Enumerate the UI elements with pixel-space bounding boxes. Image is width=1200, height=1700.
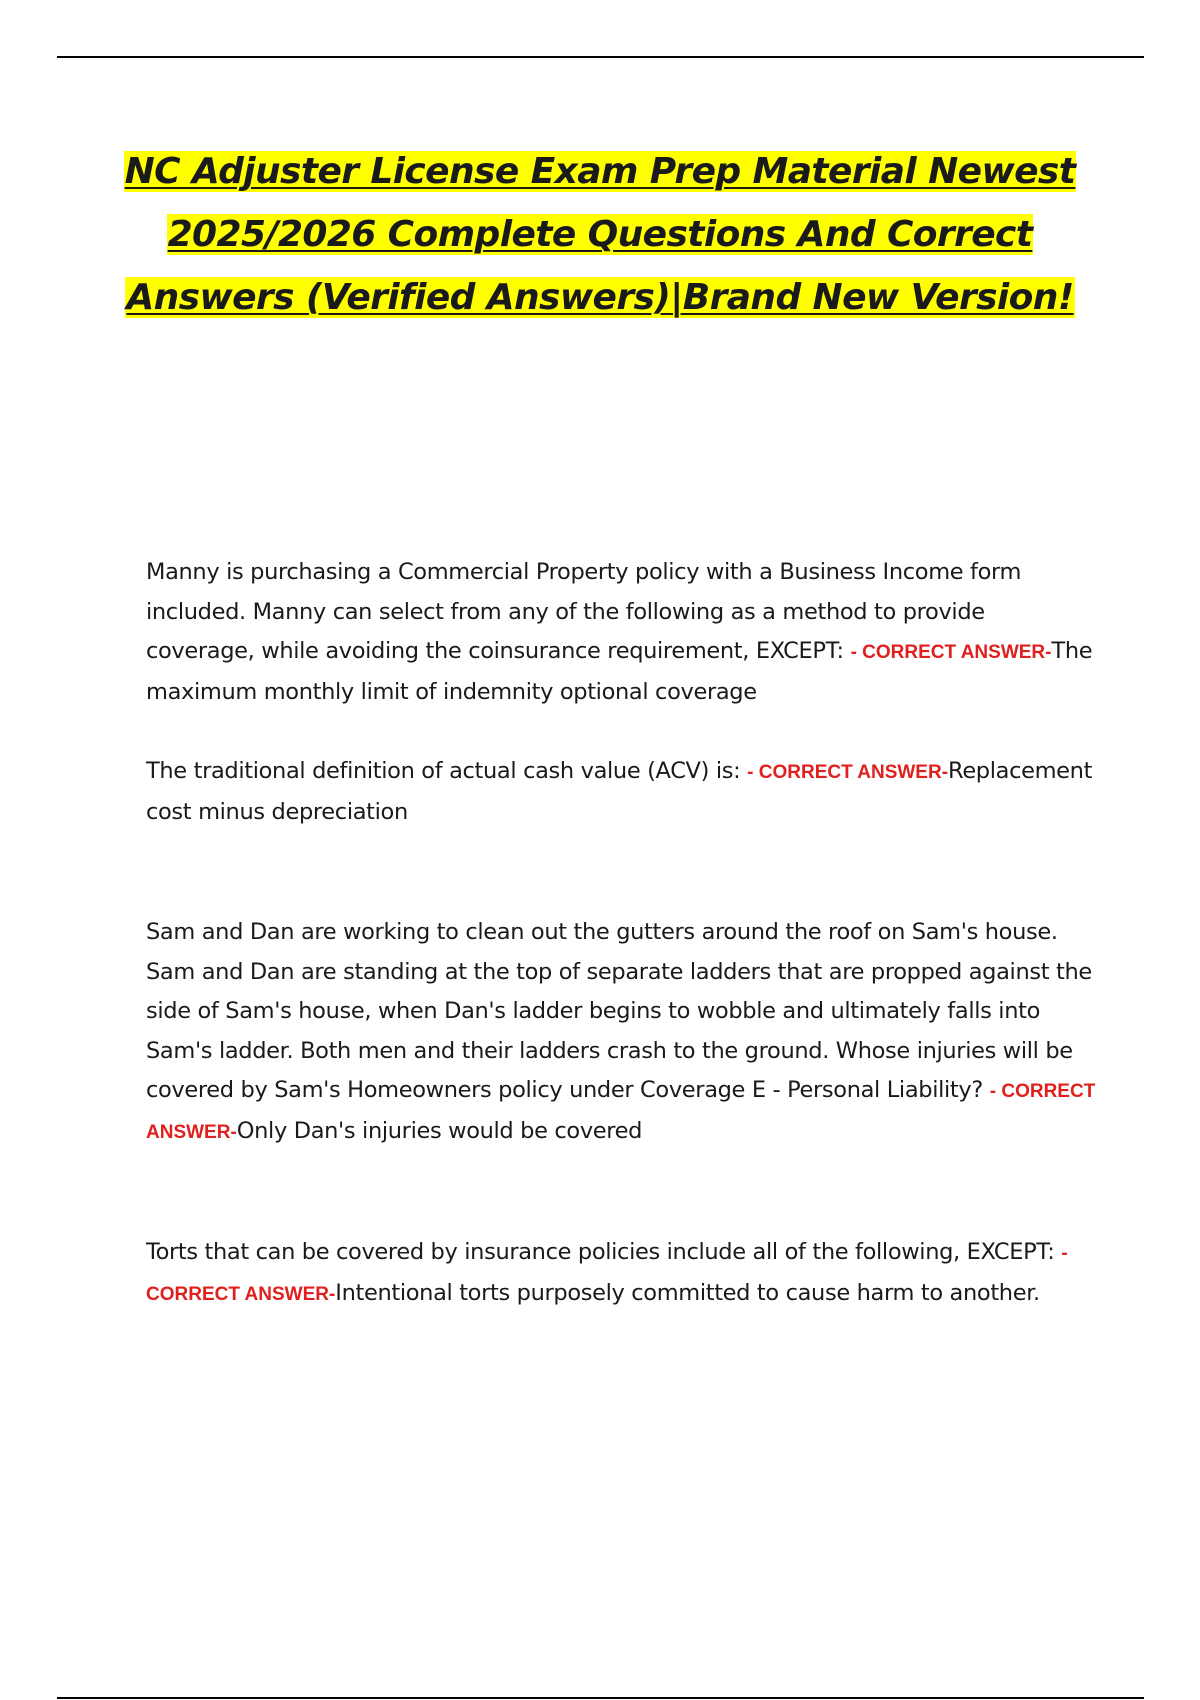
title-line: NC Adjuster License Exam Prep Material Newest xyxy=(124,151,1076,192)
bottom-rule xyxy=(57,1697,1144,1699)
qa-item xyxy=(146,752,1096,832)
correct-answer-marker: - CORRECT ANSWER- xyxy=(146,1081,1096,1143)
qa-list xyxy=(146,553,1096,1314)
answer-text: Only Dan's injuries would be covered xyxy=(236,1117,643,1144)
question-text: The traditional definition of actual cash value (ACV) is: xyxy=(146,758,748,784)
top-rule xyxy=(57,56,1144,58)
title-line: Answers (Verified Answers)|Brand New Version! xyxy=(126,277,1074,318)
answer-text: Replacement cost minus depreciation xyxy=(146,758,1093,825)
question-text: Torts that can be covered by insurance policies include all of the following, EXCEPT: xyxy=(146,1239,1062,1265)
document-title xyxy=(120,140,1080,329)
correct-answer-marker: - CORRECT ANSWER- xyxy=(850,642,1052,663)
qa-item xyxy=(146,553,1096,712)
title-line: 2025/2026 Complete Questions And Correct xyxy=(167,214,1033,255)
answer-text: The maximum monthly limit of indemnity optional coverage xyxy=(146,638,1093,705)
qa-item xyxy=(146,1233,1096,1314)
correct-answer-marker: - CORRECT ANSWER- xyxy=(747,762,949,783)
qa-item xyxy=(146,913,1096,1152)
correct-answer-marker: - CORRECT ANSWER- xyxy=(146,1243,1068,1305)
question-text: Sam and Dan are working to clean out the gutters around the roof on Sam's house. Sam and Dan are standing at the top of separate ladders that are propped against the side of Sam's house, when Dan's ladder begins to wobble and ultimately falls into Sam's ladder. Both men and their ladders crash to the ground. Whose injuries will be covered by Sam's Homeowners policy under Coverage E - Personal Liability? xyxy=(146,919,1092,1103)
answer-text: Intentional torts purposely committed to cause harm to another. xyxy=(335,1279,1040,1306)
question-text: Manny is purchasing a Commercial Property policy with a Business Income form included. Manny can select from any of the following as a method to provide coverage, while avoiding the coinsurance requirement, EXCEPT: xyxy=(146,559,1022,664)
